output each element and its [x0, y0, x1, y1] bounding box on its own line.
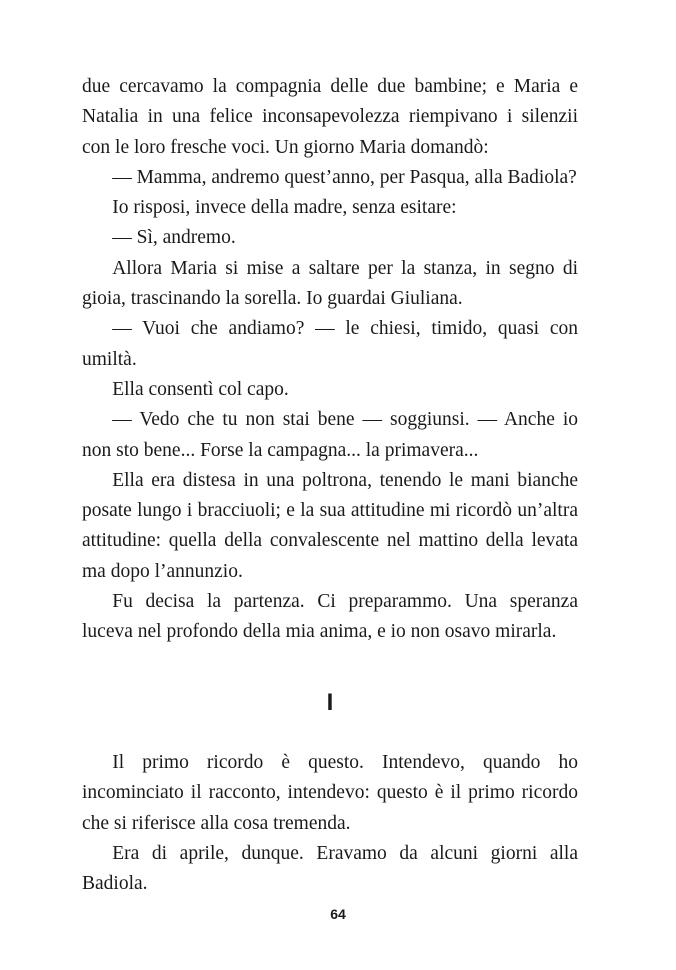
paragraph-4: — Sì, andremo. [112, 227, 236, 249]
text-block-lower [82, 748, 578, 899]
chapter-heading: I [326, 689, 334, 716]
paragraph-1: due cercavamo la compagnia delle due bambine; e Maria e Natalia in una felice inconsapevolezza riempivano i silenzii con le loro fresche voci. Un giorno Maria domandò: [82, 76, 578, 158]
paragraph-10: Fu decisa la partenza. Ci preparammo. Una speranza luceva nel profondo della mia anima, e io non osavo mirarla. [82, 591, 578, 643]
paragraph-11: Il primo ricordo è questo. Intendevo, quando ho incominciato il racconto, intendevo: questo è il primo ricordo che si riferisce alla cosa tremenda. [82, 752, 578, 834]
paragraph-7: Ella consentì col capo. [112, 378, 289, 400]
paragraph-9: Ella era distesa in una poltrona, tenendo le mani bianche posate lungo i bracciuoli; e la sua attitudine mi ricordò un’altra attitudine: quella della convalescente nel mattino della levata ma dopo l’annunzio. [82, 469, 578, 582]
paragraph-8: — Vedo che tu non stai bene — soggiunsi. — Anche io non sto bene... Forse la campagna... la primavera... [82, 409, 578, 461]
page-number: 64 [330, 906, 346, 922]
paragraph-12: Era di aprile, dunque. Eravamo da alcuni giorni alla Badiola. [82, 842, 578, 895]
paragraph-3: Io risposi, invece della madre, senza esitare: [112, 197, 457, 219]
paragraph-6: — Vuoi che andiamo? — le chiesi, timido, quasi con umiltà. [82, 318, 578, 370]
paragraph-5: Allora Maria si mise a saltare per la stanza, in segno di gioia, trascinando la sorella. Io guardai Giuliana. [82, 257, 578, 310]
paragraph-2: — Mamma, andremo quest’anno, per Pasqua, alla Badiola? [112, 166, 577, 188]
text-block-upper [82, 72, 578, 648]
